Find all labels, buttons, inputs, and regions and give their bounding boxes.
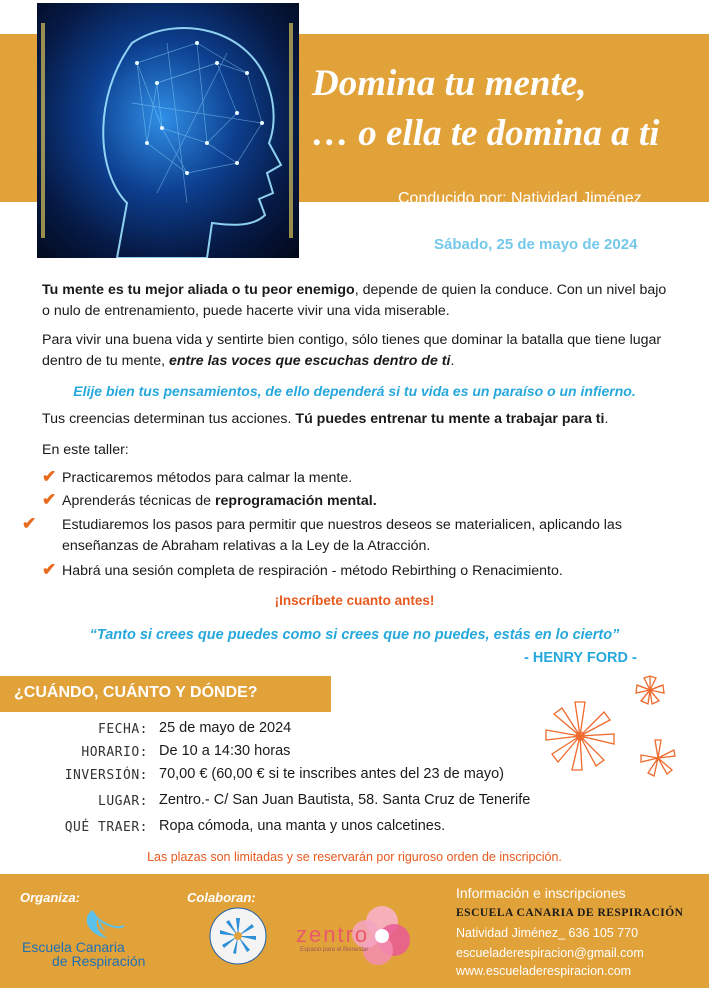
title-line-1: Domina tu mente, xyxy=(312,63,587,104)
list-item: ✔ Habrá una sesión completa de respiración - método Rebirthing o Renacimiento. xyxy=(42,560,563,579)
horario-label: HORARIO: xyxy=(81,745,148,760)
quote-text: “Tanto si crees que puedes como si crees que no puedes, estás en lo cierto” xyxy=(89,627,620,643)
zentro-tagline: Espacio para el Bienestar xyxy=(300,947,369,953)
checkmark-icon: ✔ xyxy=(42,490,57,509)
flowers-decoration xyxy=(540,672,700,822)
ecr-logo-line2: de Respiración xyxy=(52,953,146,969)
phone-text: Natividad Jiménez_ 636 105 770 xyxy=(456,926,639,940)
title-line-2: … o ella te domina a ti xyxy=(312,113,660,154)
intro-bold: Tu mente es tu mejor aliada o tu peor enemigo xyxy=(42,282,355,298)
p2-emphasis: entre las voces que escuchas dentro de ti xyxy=(168,353,451,369)
colectivo-logo xyxy=(208,906,268,966)
quote-author: - HENRY FORD - xyxy=(524,650,637,666)
list-item: ✔ Aprenderás técnicas de reprogramación mental. xyxy=(42,490,377,509)
p2-start: Para vivir una buena vida y sentirte bien contigo, sólo tienes que dominar la batalla que tiene lugar dentro de tu mente, xyxy=(42,332,662,369)
brain-head-image xyxy=(37,3,299,258)
highlight-text: Elije bien tus pensamientos, de ello dependerá si tu vida es un paraíso o un infierno. xyxy=(73,383,636,399)
details-section-title: ¿CUÁNDO, CUÁNTO Y DÓNDE? xyxy=(14,684,258,701)
workshop-intro: En este taller: xyxy=(42,442,129,458)
lugar-value: Zentro.- C/ San Juan Bautista, 58. Santa Cruz de Tenerife xyxy=(159,792,531,808)
ecr-logo-line1: Escuela Canaria xyxy=(22,939,125,955)
traer-value: Ropa cómoda, una manta y unos calcetines. xyxy=(159,818,446,834)
escuela-canaria-logo xyxy=(20,908,190,970)
p2-end: . xyxy=(450,353,455,369)
inversion-value: 70,00 € (60,00 € si te inscribes antes del 23 de mayo) xyxy=(159,766,504,782)
list-item: ✔ Estudiaremos los pasos para permitir que nuestros deseos se materialicen, aplicando las enseñanzas de Abraham relativas a la Ley de la Atracción. xyxy=(22,514,622,554)
intro-rest: , depende de quien la conduce. Con un nivel bajo o nulo de entrenamiento, puede hacerte vivir una vida miserable. xyxy=(42,282,667,319)
colaboran-label: Colaboran: xyxy=(187,890,256,905)
inversion-label: INVERSIÓN: xyxy=(64,768,148,783)
traer-label: QUÉ TRAER: xyxy=(64,820,148,835)
intro-paragraph-1 xyxy=(42,280,677,322)
zentro-logo xyxy=(290,900,410,970)
intro-paragraph-2 xyxy=(42,330,677,372)
list-item: ✔ Practicaremos métodos para calmar la mente. xyxy=(42,467,353,486)
website-link[interactable]: www.escueladerespiracion.com xyxy=(456,964,632,978)
organiza-label: Organiza: xyxy=(20,890,80,905)
school-name: ESCUELA CANARIA DE RESPIRACIÓN xyxy=(456,907,684,919)
conducted-by: Conducido por: Natividad Jiménez xyxy=(398,190,642,207)
colectivo-seal-icon xyxy=(208,906,268,966)
head-network-graphic xyxy=(37,3,299,258)
intro-paragraph-3 xyxy=(42,409,677,430)
info-title: Información e inscripciones xyxy=(456,885,626,901)
lugar-label: LUGAR: xyxy=(98,794,148,809)
zentro-wordmark: zentro xyxy=(296,922,370,947)
event-date: Sábado, 25 de mayo de 2024 xyxy=(434,236,638,253)
email-link[interactable]: escueladerespiracion@gmail.com xyxy=(456,946,644,960)
p3-bold: Tú puedes entrenar tu mente a trabajar para ti xyxy=(295,411,605,427)
fecha-label: FECHA: xyxy=(98,722,148,737)
p3-start: Tus creencias determinan tus acciones. xyxy=(42,411,296,427)
p3-end: . xyxy=(604,411,609,427)
horario-value: De 10 a 14:30 horas xyxy=(159,743,291,759)
fecha-value: 25 de mayo de 2024 xyxy=(159,720,292,736)
checkmark-icon: ✔ xyxy=(42,560,57,579)
signup-call-to-action: ¡Inscríbete cuanto antes! xyxy=(274,593,435,608)
checkmark-icon: ✔ xyxy=(42,467,57,486)
checkmark-icon: ✔ xyxy=(22,514,37,533)
limited-places-note: Las plazas son limitadas y se reservarán por riguroso orden de inscripción. xyxy=(147,850,562,864)
